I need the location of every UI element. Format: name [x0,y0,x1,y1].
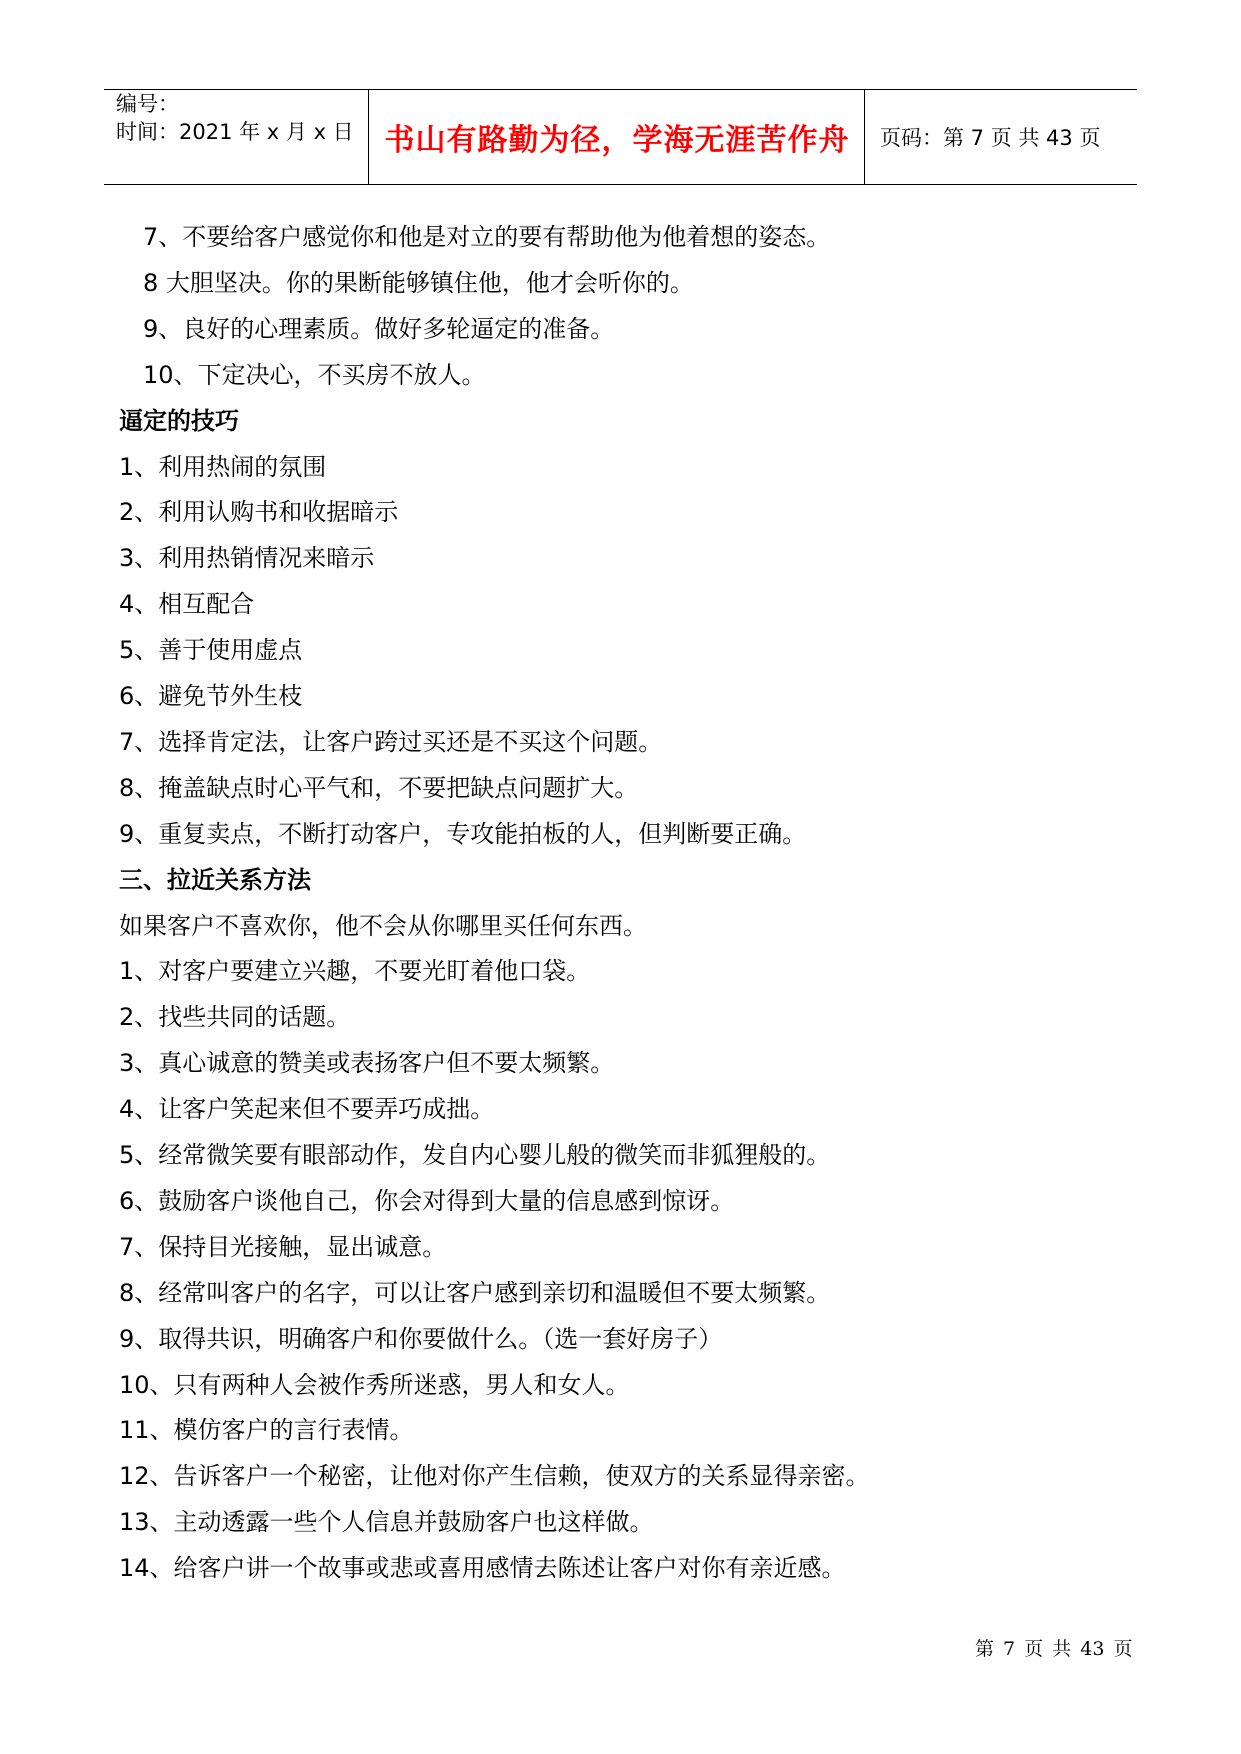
body-line: 3、利用热销情况来暗示 [119,544,375,573]
body-line: 5、善于使用虚点 [119,636,303,665]
body-line: 7、不要给客户感觉你和他是对立的要有帮助他为他着想的姿态。 [143,223,831,251]
body-line: 7、选择肯定法，让客户跨过买还是不买这个问题。 [119,727,663,756]
body-line: 4、让客户笑起来但不要弄巧成拙。 [119,1095,495,1124]
document-time-label: 时间：2021 年 x 月 x 日 [116,120,354,144]
body-line: 8、经常叫客户的名字，可以让客户感到亲切和温暖但不要太频繁。 [119,1278,831,1307]
body-line: 7、保持目光接触，显出诚意。 [119,1232,447,1261]
page-footer: 第 7 页 共 43 页 [975,1638,1133,1660]
document-number-label: 编号： [116,92,179,116]
body-line: 1、利用热闹的氛围 [119,452,327,481]
body-line: 2、利用认购书和收据暗示 [119,498,399,527]
body-line: 10、下定决心，不买房不放人。 [143,360,486,389]
page-header [104,89,1137,185]
body-line: 12、告诉客户一个秘密，让他对你产生信赖，使双方的关系显得亲密。 [119,1462,870,1491]
body-line: 13、主动透露一些个人信息并鼓励客户也这样做。 [119,1508,654,1537]
body-line: 如果客户不喜欢你，他不会从你哪里买任何东西。 [119,911,647,940]
body-line: 14、给客户讲一个故事或悲或喜用感情去陈述让客户对你有亲近感。 [119,1554,846,1583]
body-line: 6、避免节外生枝 [119,682,303,710]
body-line: 11、模仿客户的言行表情。 [119,1416,414,1445]
body-line: 9、重复卖点，不断打动客户，专攻能拍板的人，但判断要正确。 [119,819,807,848]
body-line: 8、掩盖缺点时心平气和，不要把缺点问题扩大。 [119,773,639,802]
body-line: 6、鼓励客户谈他自己，你会对得到大量的信息感到惊讶。 [119,1186,735,1215]
header-motto-cell [370,90,865,184]
body-line: 2、找些共同的话题。 [119,1003,351,1032]
body-line: 3、真心诚意的赞美或表扬客户但不要太频繁。 [119,1049,615,1078]
body-line: 8 大胆坚决。你的果断能够镇住他，他才会听你的。 [143,268,694,297]
header-page-cell [866,90,1137,184]
header-page-info: 页码：第 7 页 共 43 页 [880,126,1101,150]
body-line: 9、良好的心理素质。做好多轮逼定的准备。 [143,314,615,343]
body-line: 9、取得共识，明确客户和你要做什么。（选一套好房子） [119,1324,723,1353]
body-line: 4、相互配合 [119,590,255,619]
body-line: 5、经常微笑要有眼部动作，发自内心婴儿般的微笑而非狐狸般的。 [119,1141,831,1169]
body-line: 1、对客户要建立兴趣，不要光盯着他口袋。 [119,957,591,986]
header-motto: 书山有路勤为径，学海无涯苦作舟 [384,123,850,158]
header-meta-cell [104,90,369,184]
section-heading: 逼定的技巧 [119,406,239,435]
section-heading: 三、拉近关系方法 [119,865,311,894]
body-line: 10、只有两种人会被作秀所迷惑，男人和女人。 [119,1370,630,1399]
